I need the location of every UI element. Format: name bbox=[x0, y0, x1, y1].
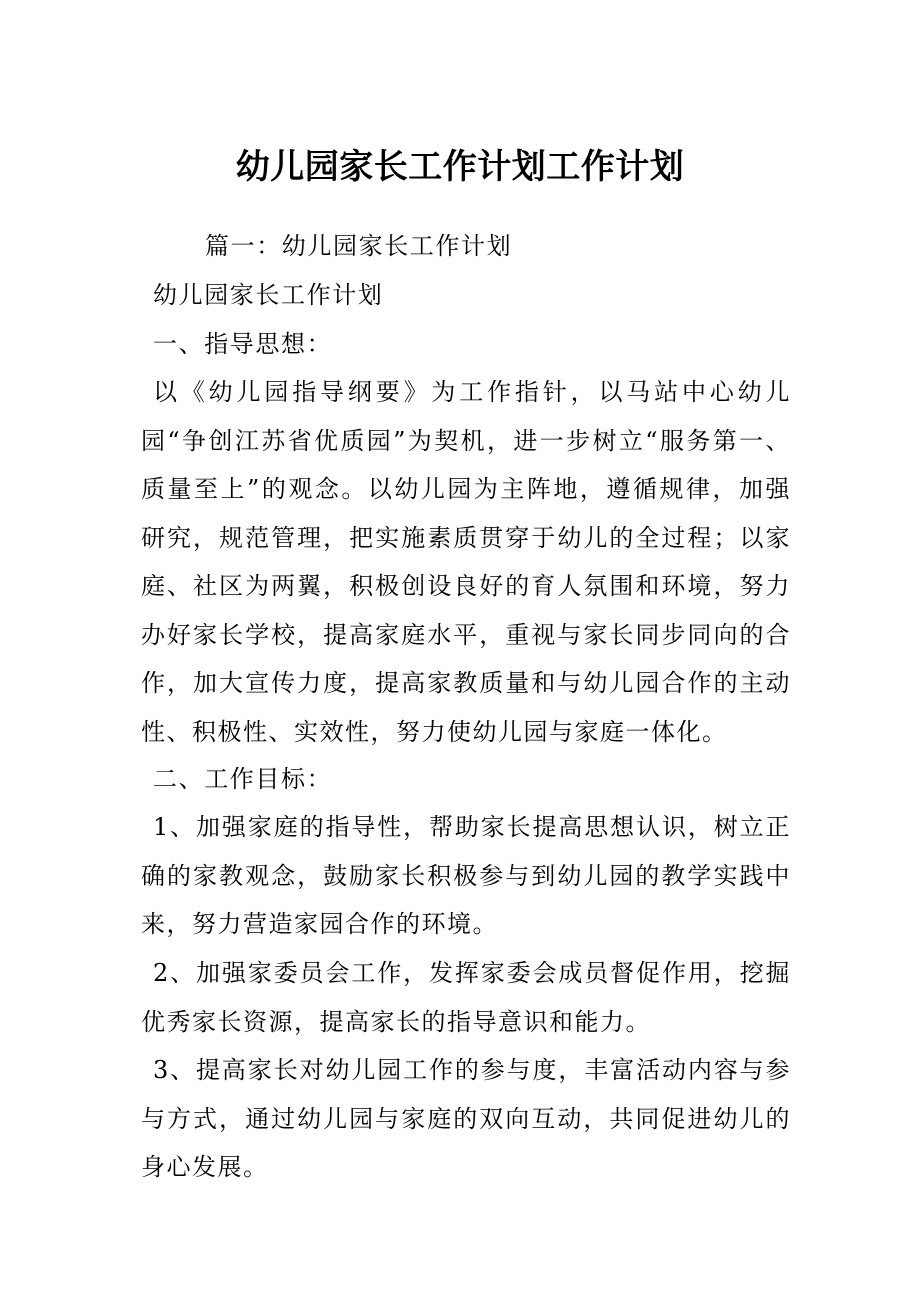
work-goal-item-3: 3、提高家长对幼儿园工作的参与度，丰富活动内容与参与方式，通过幼儿园与家庭的双向互动，共同促进幼儿的身心发展。 bbox=[141, 1056, 791, 1181]
section-heading-work-goals: 二、工作目标： bbox=[153, 765, 333, 793]
work-goal-item-2: 2、加强家委员会工作，发挥家委会成员督促作用，挖掘优秀家长资源，提高家长的指导意识和能力。 bbox=[141, 959, 791, 1036]
document-title: 幼儿园家长工作计划工作计划 bbox=[235, 147, 685, 187]
chapter-heading: 篇一：幼儿园家长工作计划 bbox=[205, 232, 513, 260]
section-heading-guiding-thought: 一、指导思想： bbox=[153, 330, 333, 358]
work-goal-item-1: 1、加强家庭的指导性，帮助家长提高思想认识，树立正确的家教观念，鼓励家长积极参与到幼儿园的教学实践中来，努力营造家园合作的环境。 bbox=[141, 813, 791, 938]
plan-subtitle: 幼儿园家长工作计划 bbox=[153, 281, 384, 309]
guiding-thought-paragraph: 以《幼儿园指导纲要》为工作指针，以马站中心幼儿园“争创江苏省优质园”为契机，进一步树立“服务第一、质量至上”的观念。以幼儿园为主阵地，遵循规律，加强研究，规范管理，把实施素质贯穿于幼儿的全过程；以家庭、社区为两翼，积极创设良好的育人氛围和环境，努力办好家长学校，提高家庭水平，重视与家长同步同向的合作，加大宣传力度，提高家教质量和与幼儿园合作的主动性、积极性、实效性，努力使幼儿园与家庭一体化。 bbox=[141, 378, 791, 746]
